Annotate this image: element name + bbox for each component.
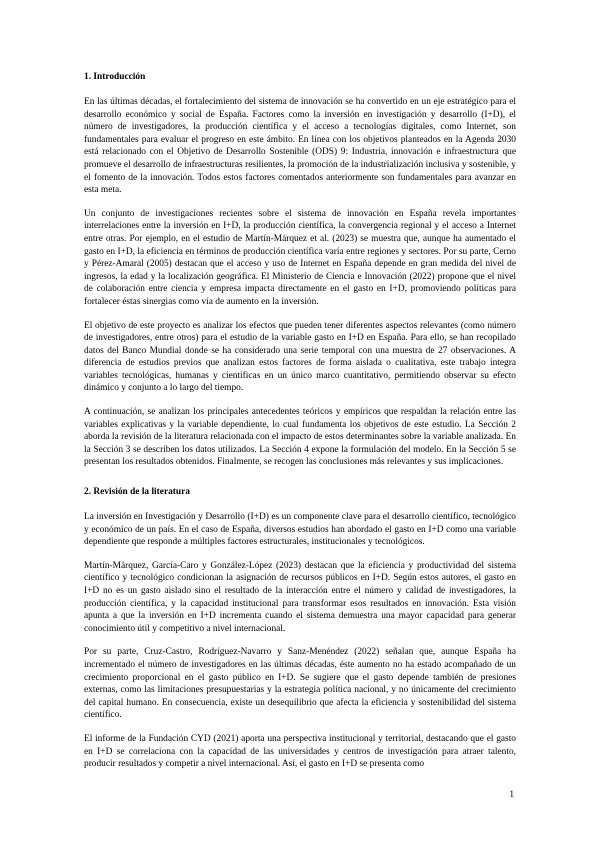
paragraph: A continuación, se analizan los principales antecedentes teóricos y empíricos que respaldan la relación entre las variables explicativas y la variable dependiente, lo cual fundamenta los objetivos de este estudio. La Sección 2 aborda la revisión de la literatura relacionada con el impacto de estos determinantes sobre la variable analizada. En la Sección 3 se describen los datos utilizados. La Sección 4 expone la formulación del modelo. En la Sección 5 se presentan los resultados obtenidos. Finalmente, se recogen las conclusiones más relevantes y sus implicaciones. — [84, 407, 516, 468]
paragraph: En las últimas décadas, el fortalecimiento del sistema de innovación se ha convertido en un eje estratégico para el desarrollo económico y social de España. Factores como la inversión en investigación y desarrollo (I+D), el número de investigadores, la producción científica y el acceso a tecnologías digitales, como Internet, son fundamentales para evaluar el progreso en este ámbito. En línea con los objetivos planteados en la Agenda 2030 está relacionado con el Objetivo de Desarrollo Sostenible (ODS) 9: Industria, innovación e infraestructura que promueve el desarrollo de infraestructuras resilientes, la promoción de la industrialización inclusiva y sostenible, y el fomento de la innovación. Todos estos factores comentados anteriormente son fundamentales para avanzar en esta meta. — [84, 97, 516, 196]
section-heading: 2. Revisión de la literatura — [84, 487, 190, 498]
page-number: 1 — [509, 790, 514, 800]
paragraph: La inversión en Investigación y Desarrollo (I+D) es un componente clave para el desarrollo científico, tecnológico y económico de un país. En el caso de España, diversos estudios han abordado el gasto en I+D como una variable dependiente que responde a múltiples factores estructurales, institucionales y tecnológicos. — [84, 512, 516, 548]
section-introduccion — [84, 71, 516, 469]
paragraph: El informe de la Fundación CYD (2021) aporta una perspectiva institucional y territorial, destacando que el gasto en I+D se correlaciona con la capacidad de las universidades y centros de investigación para atraer talento, producir resultados y competir a nivel internacional. Así, el gasto en I+D se presenta como — [84, 733, 516, 770]
paragraph: Un conjunto de investigaciones recientes sobre el sistema de innovación en España revela importantes interrelaciones entre la inversión en I+D, la producción científica, la convergencia regional y el acceso a Internet entre otras. Por ejemplo, en el estudio de Martín-Márquez et al. (2023) se muestra que, aunque ha aumentado el gasto en I+D, la eficiencia en términos de producción científica varía entre regiones y sectores. Por su parte, Cerno y Pérez-Amaral (2005) destacan que el acceso y uso de Internet en España depende en gran medida del nivel de ingresos, la edad y la localización geográfica. El Ministerio de Ciencia e Innovación (2022) propone que el nivel de colaboración entre ciencia y empresa impacta directamente en el gasto en I+D, promoviendo políticas para fortalecer éstas sinergias como vía de aumento en la inversión. — [84, 208, 516, 307]
paragraph: Martín-Márquez, García-Caro y González-López (2023) destacan que la eficiencia y productividad del sistema científico y tecnológico condicionan la asignación de recursos públicos en I+D. Según estos autores, el gasto en I+D no es un gasto aislado sino el resultado de la interacción entre el número y calidad de investigadores, la producción científica, y la capacidad institucional para transformar esos resultados en innovación. Esta visión apunta a que la inversión en I+D incrementa cuando el sistema demuestra una mayor capacidad para generar conocimiento útil y competitivo a nivel internacional. — [84, 560, 516, 634]
section-revision-literatura — [84, 486, 516, 771]
paragraph: El objetivo de este proyecto es analizar los efectos que pueden tener diferentes aspectos relevantes (como número de investigadores, entre otros) para el estudio de la variable gasto en I+D en España. Para ello, se han recopilado datos del Banco Mundial donde se ha considerado una serie temporal con una muestra de 27 observaciones. A diferencia de estudios previos que analizan estos factores de forma aislada o cualitativa, este trabajo integra variables tecnológicas, humanas y científicas en un único marco cuantitativo, permitiendo observar su efecto dinámico y conjunto a lo largo del tiempo. — [84, 320, 516, 394]
section-heading: 1. Introducción — [84, 72, 146, 82]
paragraph: Por su parte, Cruz-Castro, Rodríguez-Navarro y Sanz-Menéndez (2022) señalan que, aunque España ha incrementado el número de investigadores en las últimas décadas, éste aumento no ha estado acompañado de un crecimiento proporcional en el gasto público en I+D. Se sugiere que el gasto depende también de presiones externas, como las limitaciones presupuestarias y la estrategia política nacional, y no únicamente del crecimiento del capital humano. En consecuencia, existe un desequilibrio que afecta la eficiencia y sostenibilidad del sistema científico. — [84, 647, 516, 721]
